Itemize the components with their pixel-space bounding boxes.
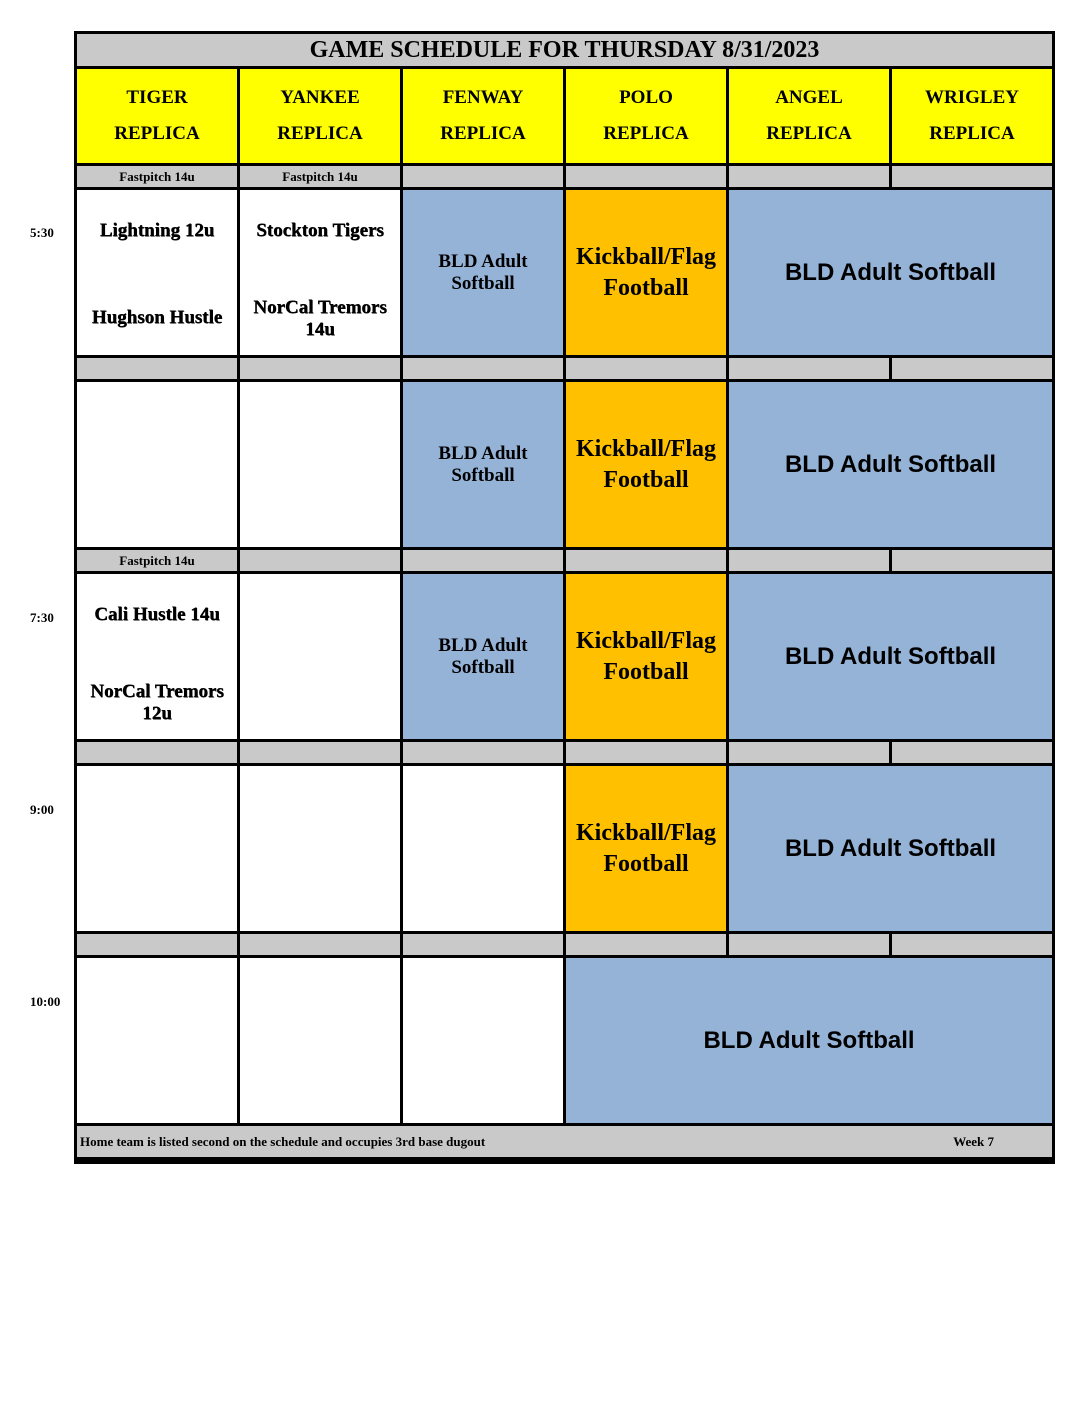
division-strip [403, 166, 563, 187]
division-label: Fastpitch 14u [77, 550, 237, 571]
division-strip [566, 742, 726, 763]
empty-slot [240, 574, 400, 739]
empty-slot [77, 382, 237, 547]
field-name: POLO [619, 87, 673, 108]
league-block: BLD Adult Softball [729, 382, 1052, 547]
division-strip [240, 742, 400, 763]
division-strip [892, 550, 1052, 571]
schedule-title: GAME SCHEDULE FOR THURSDAY 8/31/2023 [77, 34, 1052, 66]
empty-slot [403, 958, 563, 1123]
field-name: YANKEE [280, 87, 360, 108]
empty-slot [77, 766, 237, 931]
field-header-wrigley [892, 69, 1052, 163]
division-strip [729, 550, 889, 571]
league-block: BLD Adult Softball [403, 382, 563, 547]
field-name: WRIGLEY [925, 87, 1019, 108]
division-strip [729, 934, 889, 955]
league-block: Kickball/Flag Football [566, 382, 726, 547]
field-name: FENWAY [442, 87, 524, 108]
league-block: Kickball/Flag Football [566, 574, 726, 739]
league-block: BLD Adult Softball [729, 574, 1052, 739]
field-name: ANGEL [775, 87, 843, 108]
game-cell [77, 190, 237, 355]
division-strip [729, 358, 889, 379]
league-block: BLD Adult Softball [403, 190, 563, 355]
empty-slot [403, 766, 563, 931]
division-strip [403, 934, 563, 955]
division-label: Fastpitch 14u [77, 166, 237, 187]
field-sub: REPLICA [440, 123, 526, 144]
field-sub: REPLICA [114, 123, 200, 144]
footer-note: Home team is listed second on the schedule and occupies 3rd base dugout [80, 1133, 486, 1149]
division-strip [892, 166, 1052, 187]
division-strip [892, 358, 1052, 379]
division-strip [403, 550, 563, 571]
time-label-1000: 10:00 [30, 994, 61, 1009]
division-strip [892, 934, 1052, 955]
division-strip [566, 550, 726, 571]
league-block: BLD Adult Softball [729, 766, 1052, 931]
empty-slot [240, 766, 400, 931]
empty-slot [240, 382, 400, 547]
schedule-footer [77, 1126, 1052, 1157]
field-header-angel [729, 69, 889, 163]
field-header-polo [566, 69, 726, 163]
empty-slot [240, 958, 400, 1123]
week-label: Week 7 [953, 1133, 994, 1149]
field-header-tiger [77, 69, 237, 163]
field-header-fenway [403, 69, 563, 163]
league-block: BLD Adult Softball [403, 574, 563, 739]
empty-slot [77, 958, 237, 1123]
field-sub: REPLICA [766, 123, 852, 144]
field-header-yankee [240, 69, 400, 163]
time-label-530: 5:30 [30, 225, 54, 240]
home-team: Hughson Hustle [91, 307, 223, 328]
game-cell [77, 574, 237, 739]
division-strip [729, 742, 889, 763]
division-strip [240, 358, 400, 379]
game-cell [240, 190, 400, 355]
division-strip [892, 742, 1052, 763]
home-team: NorCal Tremors 14u [253, 297, 387, 340]
division-strip [566, 934, 726, 955]
division-strip [77, 358, 237, 379]
away-team: Lightning 12u [99, 220, 215, 241]
schedule-table [74, 31, 1055, 1164]
division-strip [403, 742, 563, 763]
division-strip [240, 550, 400, 571]
division-label: Fastpitch 14u [240, 166, 400, 187]
league-block: Kickball/Flag Football [566, 190, 726, 355]
division-strip [566, 166, 726, 187]
time-label-730: 7:30 [30, 610, 54, 625]
field-name: TIGER [126, 87, 188, 108]
division-strip [77, 742, 237, 763]
field-sub: REPLICA [603, 123, 689, 144]
division-strip [729, 166, 889, 187]
away-team: Stockton Tigers [256, 220, 384, 241]
field-sub: REPLICA [277, 123, 363, 144]
division-strip [403, 358, 563, 379]
division-strip [566, 358, 726, 379]
field-sub: REPLICA [929, 123, 1015, 144]
division-strip [77, 934, 237, 955]
home-team: NorCal Tremors 12u [90, 681, 224, 724]
league-block: Kickball/Flag Football [566, 766, 726, 931]
league-block: BLD Adult Softball [729, 190, 1052, 355]
time-label-900: 9:00 [30, 802, 54, 817]
division-strip [240, 934, 400, 955]
away-team: Cali Hustle 14u [94, 604, 220, 625]
league-block: BLD Adult Softball [566, 958, 1052, 1123]
